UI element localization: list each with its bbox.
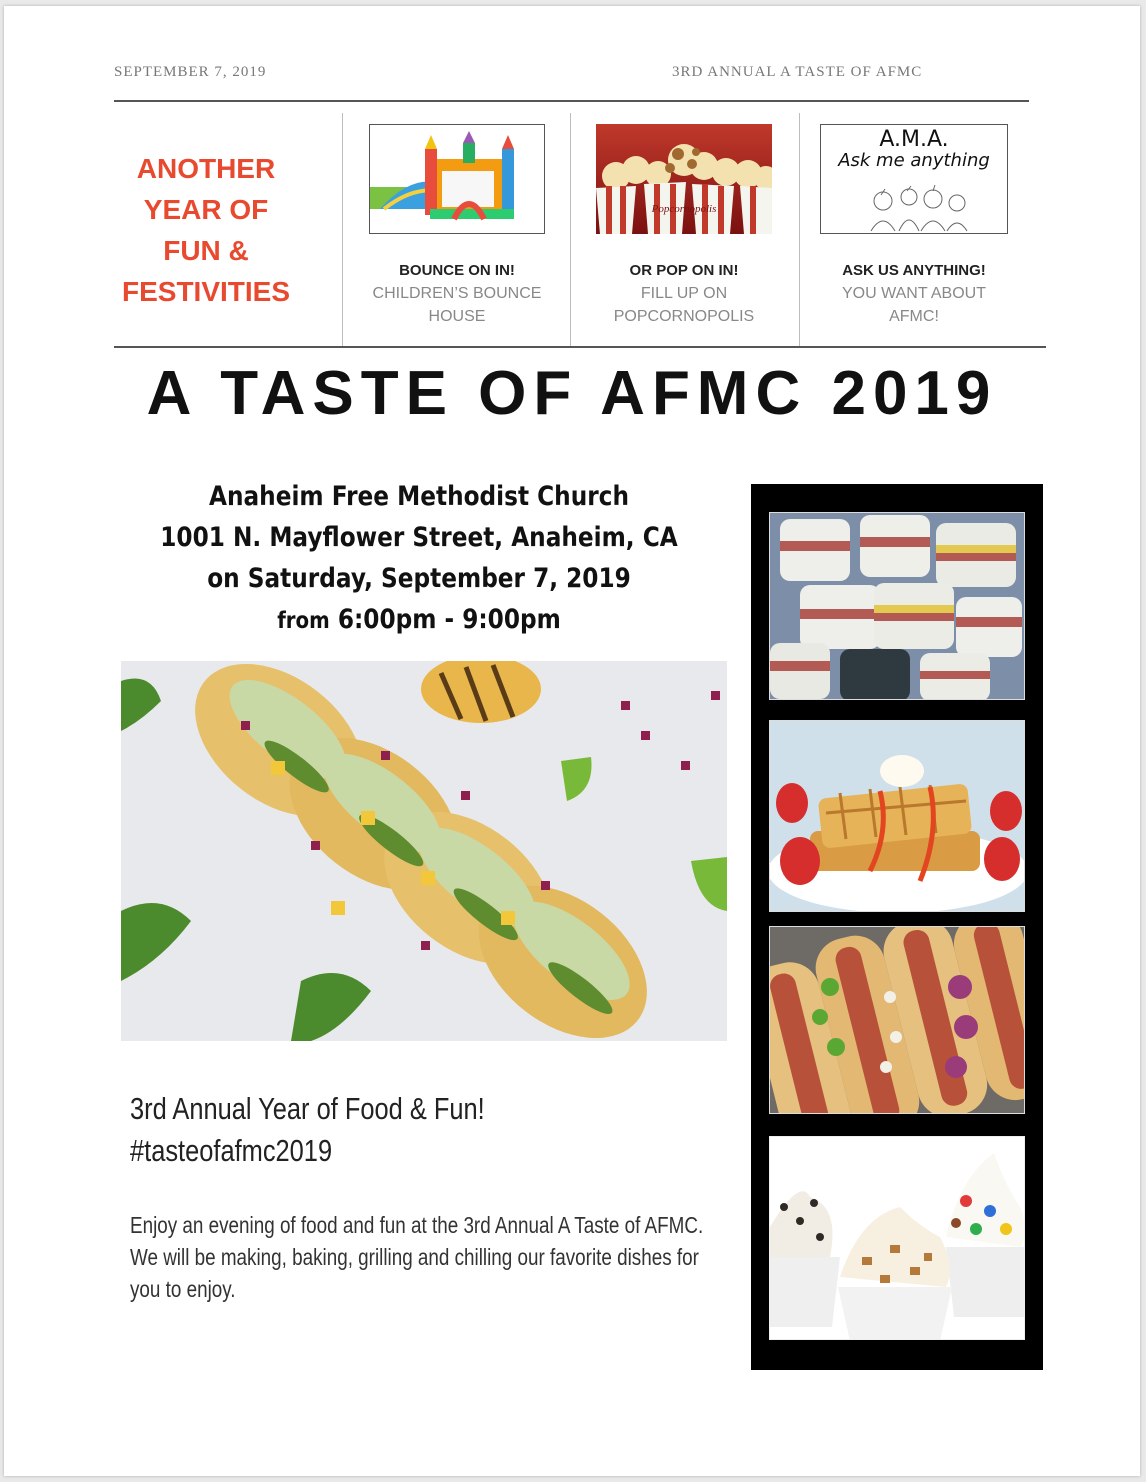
section-rule [114, 346, 1046, 348]
feature-subtext: AFMC! [889, 308, 939, 325]
feature-subtext: CHILDREN’S BOUNCE [372, 285, 542, 302]
feature-subtext: YOU WANT ABOUT [841, 285, 986, 302]
hashtag: #tasteofafmc2019 [130, 1133, 333, 1168]
popcorn-brand: Popcornopolis [651, 203, 717, 215]
bounce-house-icon [369, 124, 545, 234]
tagline-line: 3rd Annual Year of Food & Fun! [130, 1091, 485, 1126]
feature-bounce-house [345, 124, 569, 328]
ama-icon [820, 124, 1008, 234]
hot-dogs-photo [769, 926, 1025, 1114]
venue-address: 1001 N. Mayflower Street, Anaheim, CA [160, 522, 678, 553]
event-time: 6:00pm - 9:00pm [337, 604, 561, 635]
feature-subtext: POPCORNOPOLIS [613, 308, 755, 325]
photo-strip [751, 484, 1043, 1370]
flyer-page [4, 6, 1140, 1476]
feature-heading: ASK US ANYTHING! [842, 262, 986, 279]
lead-line: ANOTHER [136, 153, 276, 184]
feature-ama [802, 124, 1026, 328]
lead-line: YEAR OF [143, 194, 269, 225]
column-divider [342, 113, 343, 346]
header-rule [114, 100, 1029, 102]
tagline [130, 1088, 485, 1172]
ama-phrase: Ask me anything [838, 150, 990, 171]
feature-heading: OR POP ON IN! [629, 262, 739, 279]
lead-line: FUN & [163, 235, 249, 266]
feature-popcorn [572, 124, 796, 328]
feature-subtext: HOUSE [428, 308, 486, 325]
event-time-line [157, 599, 682, 642]
event-description: Enjoy an evening of food and fun at the 3rd Annual A Taste of AFMC. We will be making, baking, grilling and chilling our favorite dishes for you to enjoy. [130, 1212, 704, 1302]
spam-musubi-photo [769, 512, 1025, 700]
feature-heading: BOUNCE ON IN! [399, 262, 515, 279]
event-date: on Saturday, September 7, 2019 [207, 563, 631, 594]
header-date: SEPTEMBER 7, 2019 [114, 64, 267, 80]
column-divider [570, 113, 571, 346]
frozen-yogurt-photo [769, 1136, 1025, 1340]
column-divider [799, 113, 800, 346]
waffles-photo [769, 720, 1025, 912]
ama-abbr: A.M.A. [879, 127, 949, 152]
venue-name: Anaheim Free Methodist Church [209, 481, 629, 512]
tacos-photo [121, 661, 727, 1041]
lead-headline [114, 148, 298, 312]
lead-line: FESTIVITIES [121, 276, 291, 307]
popcorn-icon [596, 124, 772, 234]
event-details [157, 476, 682, 642]
page-title: A TASTE OF AFMC 2019 [146, 359, 998, 428]
header-title: 3RD ANNUAL A TASTE OF AFMC [672, 64, 923, 80]
event-time-prefix: from [277, 608, 330, 634]
feature-subtext: FILL UP ON [640, 285, 728, 302]
